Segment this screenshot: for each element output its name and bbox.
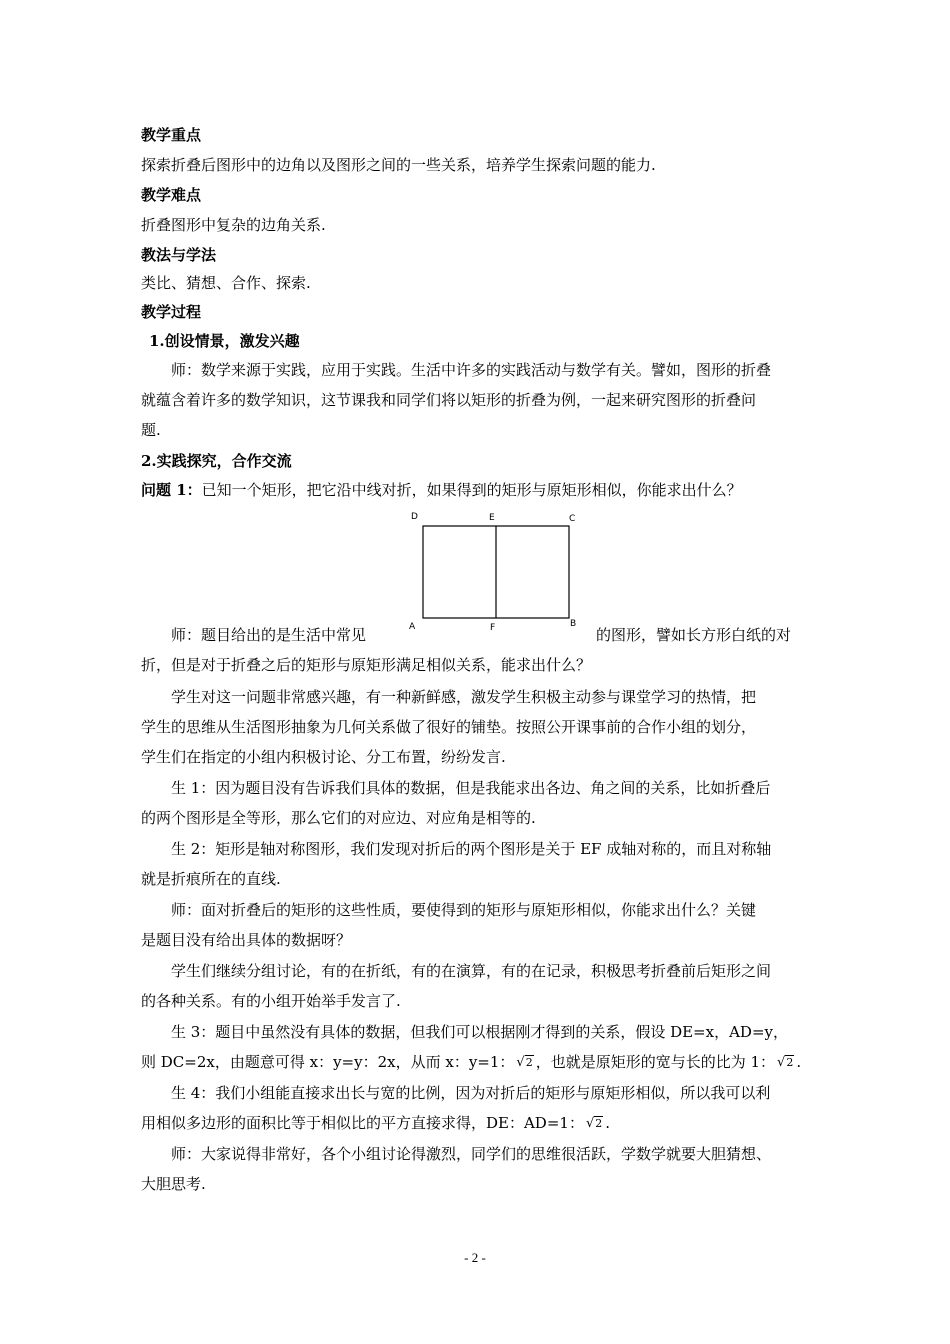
label-f: F [490, 623, 496, 633]
key-points-text: 探索折叠后图形中的边角以及图形之间的一些关系，培养学生探索问题的能力. [141, 156, 656, 174]
teacher2-line2: 是题目没有给出具体的数据呀？ [141, 931, 352, 949]
sqrt-argument: 2 [525, 1056, 533, 1069]
para2-line2: 的各种关系。有的小组开始举手发言了. [141, 992, 401, 1010]
student3-line2-part1: 则 DC=2x，由题意可得 x：y=y：2x，从而 x：y=1： [141, 1053, 515, 1071]
question1-label: 问题 1： [141, 481, 202, 499]
student3-line1: 生 3：题目中虽然没有具体的数据，但我们可以根据刚才得到的关系，假设 DE=x，AD=y， [171, 1023, 788, 1041]
para2-line1: 学生们继续分组讨论，有的在折纸，有的在演算，有的在记录，积极思考折叠前后矩形之间 [171, 962, 772, 980]
label-b: B [570, 619, 577, 629]
label-e: E [489, 513, 495, 523]
question1 [141, 479, 742, 501]
difficulties-heading: 教学难点 [141, 186, 202, 204]
teacher1-line2: 折，但是对于折叠之后的矩形与原矩形满足相似关系，能求出什么？ [141, 656, 592, 674]
process-heading: 教学过程 [141, 303, 202, 321]
student3-line2-part2: ，也就是原矩形的宽与长的比为 1： [535, 1053, 776, 1071]
para1-line2: 学生的思维从生活图形抽象为几何关系做了很好的铺垫。按照公开课事前的合作小组的划分， [141, 718, 757, 736]
step1-heading: 1.创设情景，激发兴趣 [149, 332, 300, 350]
rectangle-fold-figure [405, 508, 585, 636]
student2-line2: 就是折痕所在的直线. [141, 870, 281, 888]
teacher3-line2: 大胆思考. [141, 1175, 206, 1193]
student2-line1: 生 2：矩形是轴对称图形，我们发现对折后的两个图形是关于 EF 成轴对称的，而且对称轴 [171, 840, 772, 858]
difficulties-text: 折叠图形中复杂的边角关系. [141, 216, 326, 234]
student1-line2: 的两个图形是全等形，那么它们的对应边、对应角是相等的. [141, 809, 536, 827]
sqrt-argument: 2 [595, 1117, 603, 1130]
student4-line2-part2: . [605, 1114, 611, 1132]
teacher1-line1b: 的图形，譬如长方形白纸的对 [596, 626, 792, 644]
teacher2-line1: 师：面对折叠后的矩形的这些性质，要使得到的矩形与原矩形相似，你能求出什么？关键 [171, 901, 757, 919]
step1-paragraph-line1: 师：数学来源于实践，应用于实践。生活中许多的实践活动与数学有关。譬如，图形的折叠 [171, 361, 772, 379]
label-d: D [411, 512, 418, 522]
question1-text: 已知一个矩形，把它沿中线对折，如果得到的矩形与原矩形相似，你能求出什么？ [201, 481, 742, 499]
methods-text: 类比、猜想、合作、探索. [141, 274, 311, 292]
sqrt-argument: 2 [786, 1056, 794, 1069]
student1-line1: 生 1：因为题目没有告诉我们具体的数据，但是我能求出各边、角之间的关系，比如折叠后 [171, 779, 771, 797]
student3-line2-part3: . [796, 1053, 802, 1071]
para1-line3: 学生们在指定的小组内积极讨论、分工布置，纷纷发言. [141, 748, 506, 766]
key-points-heading: 教学重点 [141, 126, 202, 144]
student3-line2 [141, 1051, 801, 1073]
label-a: A [409, 622, 416, 632]
teacher3-line1: 师：大家说得非常好，各个小组讨论得激烈，同学们的思维很活跃，学数学就要大胆猜想、 [171, 1145, 772, 1163]
step2-heading: 2.实践探究，合作交流 [141, 452, 292, 470]
para1-line1: 学生对这一问题非常感兴趣，有一种新鲜感，激发学生积极主动参与课堂学习的热情，把 [171, 688, 757, 706]
methods-heading: 教法与学法 [141, 246, 217, 264]
sqrt-symbol: √2 [585, 1116, 603, 1131]
sqrt-symbol: √2 [777, 1055, 794, 1070]
student4-line2-part1: 用相似多边形的面积比等于相似比的平方直接求得，DE：AD=1： [141, 1114, 584, 1132]
rectangle-diagram [405, 508, 585, 636]
teacher1-line1a: 师：题目给出的是生活中常见 [171, 626, 367, 644]
sqrt-symbol: √2 [516, 1055, 533, 1070]
student4-line2 [141, 1112, 610, 1134]
student4-line1: 生 4：我们小组能直接求出长与宽的比例，因为对折后的矩形与原矩形相似，所以我可以利 [171, 1084, 771, 1102]
step1-paragraph-line2: 就蕴含着许多的数学知识，这节课我和同学们将以矩形的折叠为例，一起来研究图形的折叠问 [141, 391, 757, 409]
label-c: C [569, 514, 576, 524]
step1-paragraph-line3: 题. [141, 421, 161, 439]
page-number: - 2 - [464, 1250, 486, 1265]
